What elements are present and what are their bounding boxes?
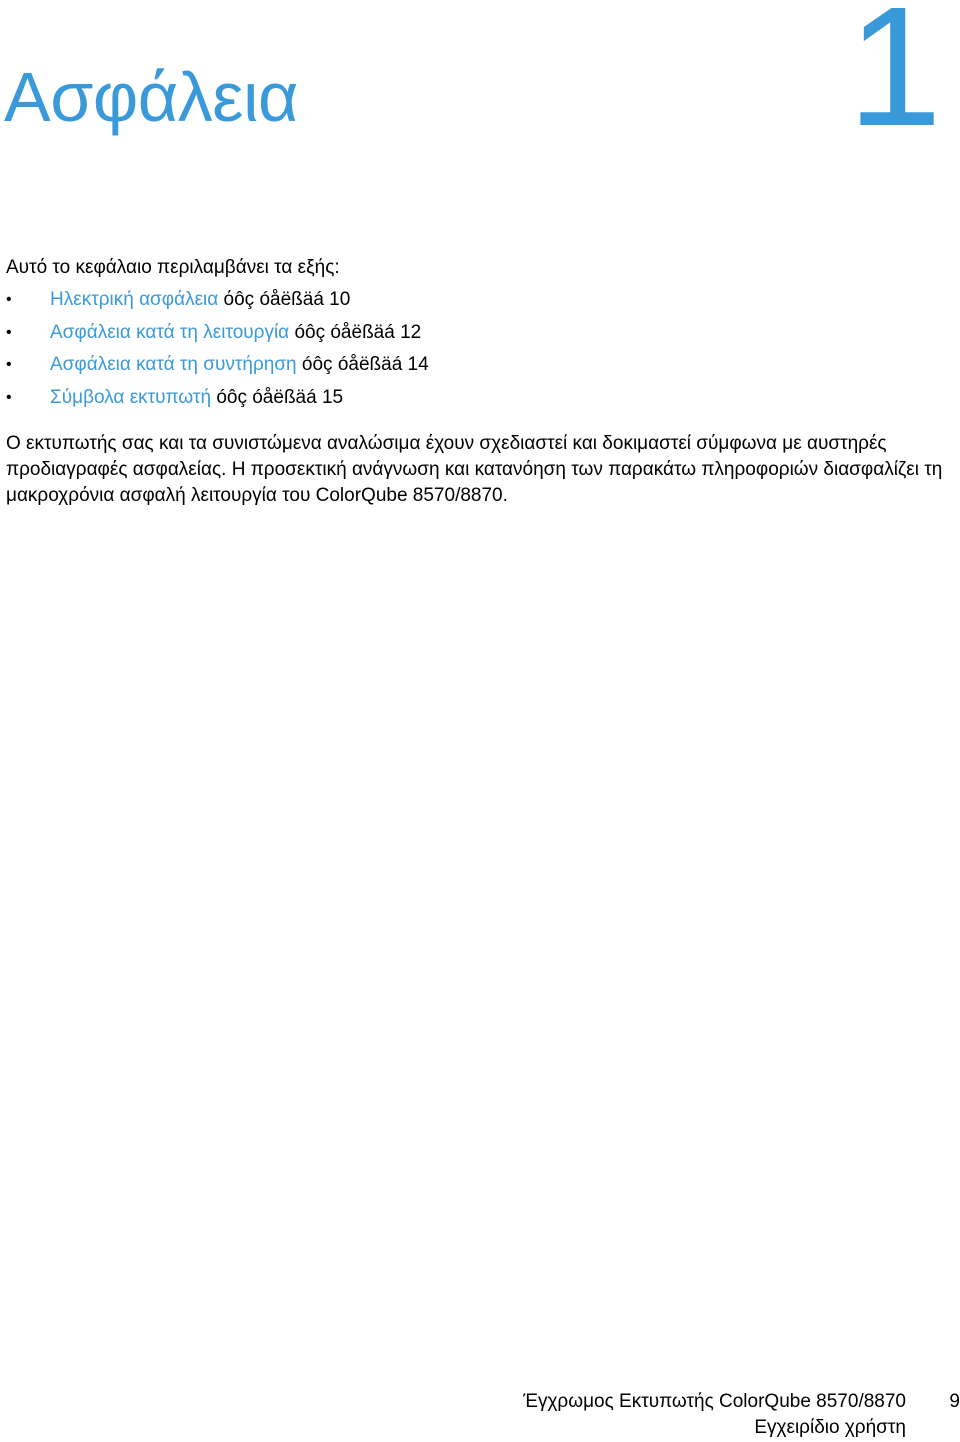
chapter-title: Ασφάλεια <box>4 58 298 136</box>
page-number: 9 <box>949 1391 960 1412</box>
chapter-contents-list <box>6 286 429 416</box>
toc-page-reference: όôç óåëßäá 10 <box>223 289 351 310</box>
page-footer <box>523 1389 906 1441</box>
toc-link-electrical-safety[interactable]: Ηλεκτρική ασφάλεια <box>50 289 219 310</box>
toc-link-maintenance-safety[interactable]: Ασφάλεια κατά τη συντήρηση <box>50 354 297 375</box>
toc-page-reference: óôç óåëßäá 12 <box>294 321 422 343</box>
bullet-icon: • <box>6 323 12 341</box>
chapter-number: 1 <box>847 0 942 162</box>
toc-page-reference: óôç óåëßäá 15 <box>216 386 344 408</box>
list-item <box>6 384 429 417</box>
toc-link-printer-symbols[interactable]: Σύμβολα εκτυπωτή <box>50 386 212 408</box>
footer-product-title: Έγχρωμος Εκτυπωτής ColorQube 8570/8870 <box>523 1391 906 1412</box>
list-item <box>6 319 429 352</box>
list-item <box>6 351 429 384</box>
bullet-icon: • <box>6 356 12 373</box>
toc-page-reference: óôç óåëßäá 14 <box>301 354 429 375</box>
footer-guide-title: Εγχειρίδιο χρήστη <box>754 1417 906 1438</box>
body-paragraph: Ο εκτυπωτής σας και τα συνιστώμενα αναλώσιμα έχουν σχεδιαστεί και δοκιμαστεί σύμφωνα με αυστηρές προδιαγραφές ασφαλείας. Η προσεκτική ανάγνωση και κατανόηση των παρακάτω πληροφοριών διασφαλίζει τη μακροχρόνια ασφαλή λειτουργία του ColorQube 8570/8870. <box>6 433 943 506</box>
toc-link-operational-safety[interactable]: Ασφάλεια κατά τη λειτουργία <box>50 321 290 343</box>
chapter-intro: Αυτό το κεφάλαιο περιλαμβάνει τα εξής: <box>6 257 340 278</box>
bullet-icon: • <box>6 291 12 308</box>
bullet-icon: • <box>6 388 12 406</box>
list-item <box>6 286 429 319</box>
